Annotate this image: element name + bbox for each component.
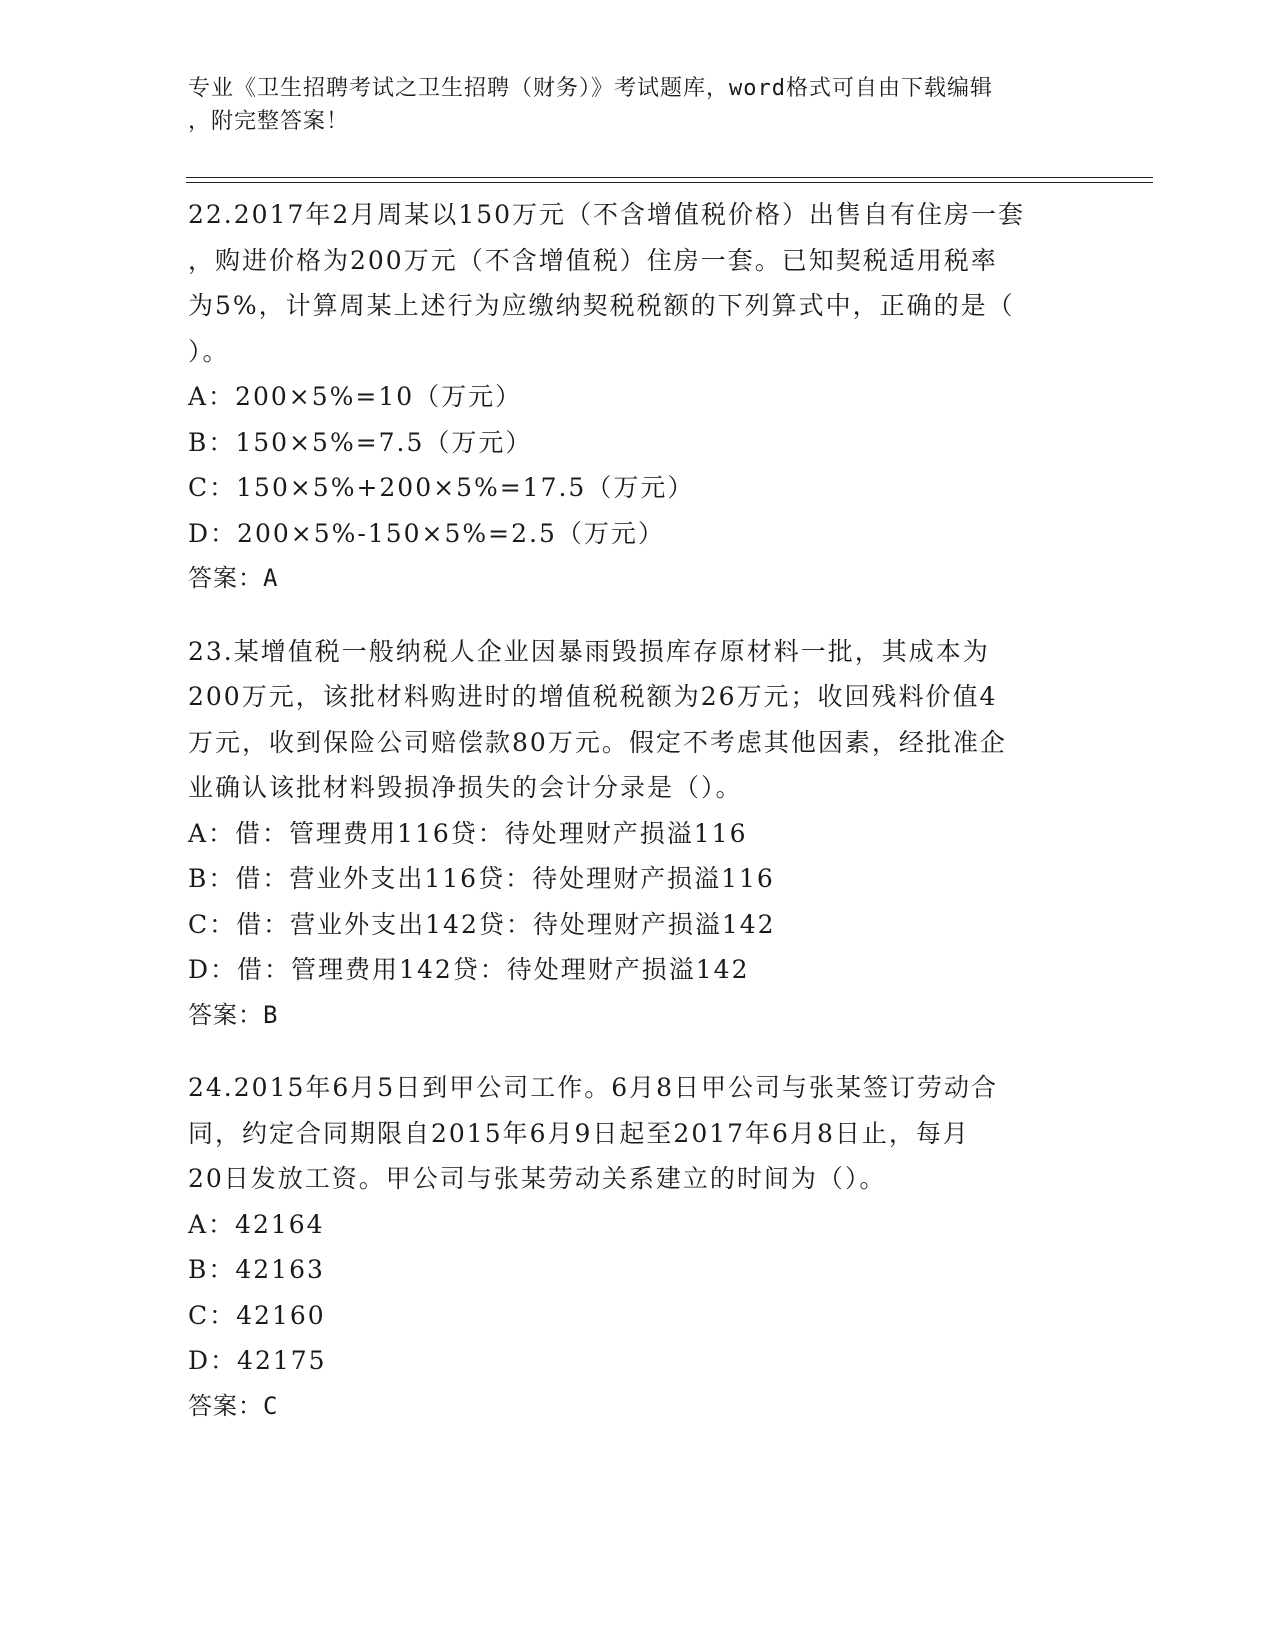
- option-b: B：借：营业外支出116贷：待处理财产损溢116: [188, 864, 775, 893]
- option-b: B：42163: [188, 1255, 325, 1284]
- question-text-line: 22.2017年2月周某以150万元（不含增值税价格）出售自有住房一套: [188, 200, 1026, 229]
- question-text-line: 万元，收到保险公司赔偿款80万元。假定不考虑其他因素，经批准企: [188, 727, 1007, 757]
- question-list: [188, 192, 1088, 1456]
- question-text-line: ）。: [188, 336, 230, 366]
- option-a: A：42164: [188, 1209, 325, 1239]
- question-text-line: 业确认该批材料毁损净损失的会计分录是（）。: [188, 773, 743, 802]
- header-line: 专业《卫生招聘考试之卫生招聘（财务）》考试题库，word格式可自由下载编辑: [188, 76, 993, 101]
- answer-line: 答案：A: [188, 564, 279, 592]
- option-a: A：借：管理费用116贷：待处理财产损溢116: [188, 818, 748, 848]
- option-b: B：150×5%=7.5（万元）: [188, 427, 533, 457]
- option-c: C：150×5%+200×5%=17.5（万元）: [188, 473, 695, 502]
- document-header: [188, 72, 1068, 138]
- question-text-line: 23.某增值税一般纳税人企业因暴雨毁损库存原材料一批，其成本为: [188, 636, 990, 666]
- answer-line: 答案：C: [188, 1391, 279, 1420]
- header-divider: [186, 182, 1153, 183]
- option-c: C：借：营业外支出142贷：待处理财产损溢142: [188, 909, 776, 939]
- question-text-line: 为5%，计算周某上述行为应缴纳契税税额的下列算式中，正确的是（: [188, 291, 1015, 320]
- option-d: D：200×5%-150×5%=2.5（万元）: [188, 518, 665, 548]
- question-text-line: 24.2015年6月5日到甲公司工作。6月8日甲公司与张某签订劳动合: [188, 1073, 999, 1102]
- question-text-line: 同，约定合同期限自2015年6月9日起至2017年6月8日止，每月: [188, 1118, 970, 1148]
- question-text-line: 20日发放工资。甲公司与张某劳动关系建立的时间为（）。: [188, 1164, 887, 1193]
- question-text-line: 200万元，该批材料购进时的增值税税额为26万元；收回残料价值4: [188, 682, 998, 711]
- question-22: [188, 192, 1088, 602]
- question-text-line: ，购进价格为200万元（不含增值税）住房一套。已知契税适用税率: [188, 245, 998, 275]
- option-c: C：42160: [188, 1300, 326, 1330]
- header-divider: [186, 177, 1153, 178]
- header-line: ，附完整答案！: [188, 109, 350, 134]
- option-d: D：借：管理费用142贷：待处理财产损溢142: [188, 955, 750, 984]
- question-24: [188, 1065, 1088, 1429]
- question-23: [188, 629, 1088, 1039]
- answer-line: 答案：B: [188, 1000, 279, 1029]
- option-d: D：42175: [188, 1346, 327, 1375]
- option-a: A：200×5%=10（万元）: [188, 382, 523, 411]
